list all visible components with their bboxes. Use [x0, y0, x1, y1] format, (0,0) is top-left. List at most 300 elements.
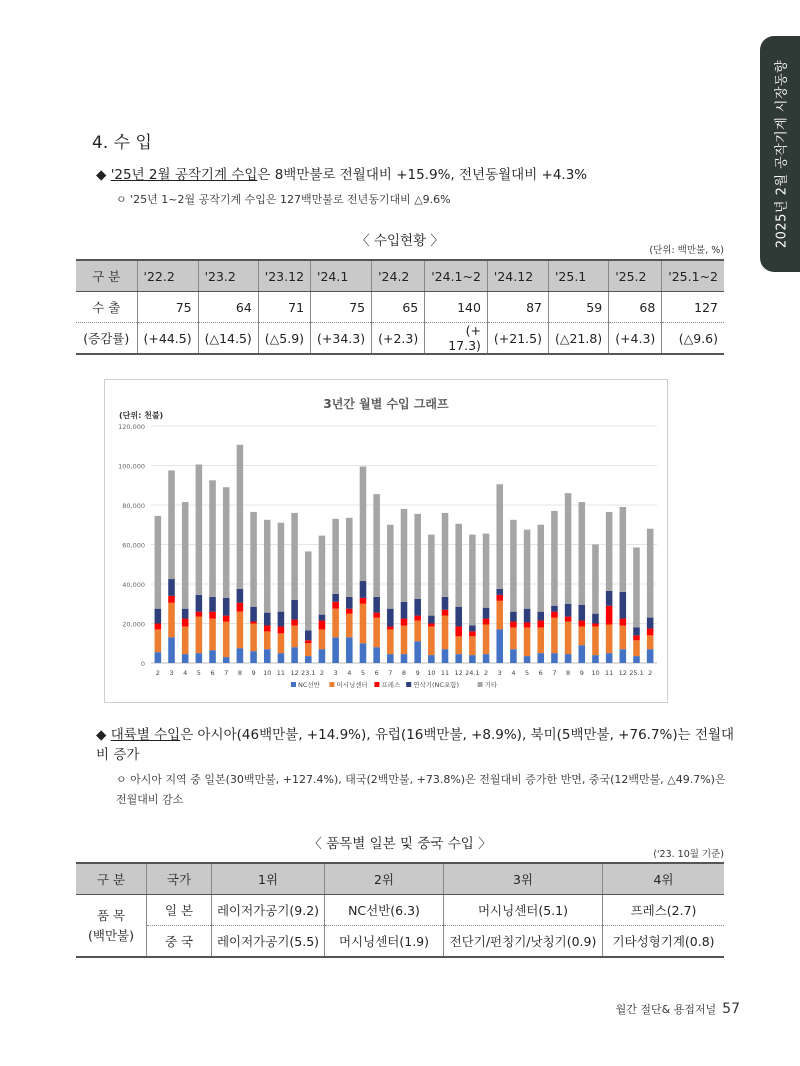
bar-segment: [250, 624, 257, 652]
header-cell: 4위: [603, 863, 725, 895]
bullet-2-rest: 은 아시아(46백만불, +14.9%), 유럽(16백만불, +8.9%), 북미(5백만불, +76.7%)는 전월대비 증가: [96, 727, 735, 763]
bar-segment: [537, 621, 544, 628]
bar-segment: [537, 612, 544, 621]
x-tick-label: 6: [210, 669, 215, 677]
header-cell: 1위: [212, 863, 325, 895]
chart-title: 3년간 월별 수입 그래프: [323, 397, 449, 411]
table-row: [76, 926, 724, 958]
bar-segment: [182, 654, 189, 663]
bar-segment: [278, 626, 285, 633]
bar-segment: [155, 516, 162, 609]
table-cell: 기타성형기계(0.8): [603, 926, 725, 958]
x-tick-label: 6: [538, 669, 543, 677]
bar-segment: [401, 619, 408, 626]
table-header-row: [76, 260, 724, 292]
bar-segment: [264, 625, 271, 631]
bar-segment: [155, 652, 162, 663]
bar-segment: [250, 512, 257, 607]
bar-segment: [606, 591, 613, 606]
x-tick-label: 7: [388, 669, 393, 677]
table-cell: (+34.3): [311, 323, 372, 355]
legend-swatch: [291, 682, 296, 687]
chart-unit-label: (단위: 천불): [119, 411, 164, 420]
header-cell: '24.12: [487, 260, 548, 292]
bar-segment: [442, 597, 449, 610]
table-cell: 75: [137, 292, 198, 323]
table-1-unit: (단위: 백만불, %): [649, 245, 724, 256]
bar-segment: [237, 612, 244, 649]
bar-segment: [332, 637, 339, 663]
bar-segment: [551, 511, 558, 606]
table-2-unit: ('23. 10월 기준): [653, 849, 724, 860]
bar-segment: [196, 617, 203, 654]
country-cell: 중 국: [147, 926, 212, 958]
country-cell: 일 본: [147, 895, 212, 926]
bar-segment: [606, 624, 613, 653]
bar-segment: [537, 653, 544, 663]
bar-segment: [182, 609, 189, 619]
bar-segment: [496, 484, 503, 589]
bar-segment: [387, 609, 394, 627]
bar-segment: [250, 607, 257, 622]
bar-segment: [387, 525, 394, 609]
bar-segment: [579, 645, 586, 663]
y-tick-label: 0: [140, 660, 145, 668]
bar-segment: [524, 656, 531, 663]
bar-segment: [620, 592, 627, 619]
table-cell: (△9.6): [662, 323, 724, 355]
header-cell: '24.1~2: [425, 260, 488, 292]
bar-segment: [319, 649, 326, 663]
legend-label: NC선반: [298, 681, 320, 689]
bar-segment: [291, 513, 298, 600]
x-tick-label: 2: [155, 669, 160, 677]
section-title: 4. 수 입: [92, 133, 152, 153]
category-sub-label: (백만불): [88, 927, 134, 943]
table-cell: 머시닝센터(5.1): [444, 895, 603, 926]
table-cell: (+4.3): [609, 323, 662, 355]
bar-segment: [414, 599, 421, 616]
bar-segment: [510, 520, 517, 612]
bar-segment: [155, 629, 162, 652]
table-cell: NC선반(6.3): [325, 895, 444, 926]
bar-segment: [496, 589, 503, 595]
bar-segment: [510, 649, 517, 663]
bar-segment: [442, 513, 449, 597]
bar-segment: [579, 605, 586, 621]
bar-segment: [565, 604, 572, 617]
bar-segment: [537, 627, 544, 653]
x-tick-label: 12: [618, 669, 627, 677]
bar-segment: [524, 609, 531, 623]
legend-swatch: [329, 682, 334, 687]
bar-segment: [182, 502, 189, 609]
x-tick-label: 3: [333, 669, 338, 677]
legend-swatch: [374, 682, 379, 687]
bar-segment: [373, 647, 380, 663]
table-cell: (+44.5): [137, 323, 198, 355]
bar-segment: [496, 629, 503, 663]
bar-segment: [209, 650, 216, 663]
table-1-title: 〈 수입현황 〉: [356, 233, 444, 249]
bar-segment: [483, 624, 490, 654]
bar-segment: [291, 647, 298, 663]
bar-segment: [360, 643, 367, 663]
bar-segment: [209, 612, 216, 619]
bar-segment: [223, 487, 230, 598]
table-cell: 프레스(2.7): [603, 895, 725, 926]
bar-segment: [237, 589, 244, 603]
table-cell: (△21.8): [548, 323, 608, 355]
bar-segment: [264, 649, 271, 663]
legend-label: 프레스: [381, 681, 401, 689]
bar-segment: [401, 602, 408, 619]
bullet-1: [96, 163, 587, 183]
table-cell: (+ 17.3): [425, 323, 488, 355]
legend-label: 머시닝센터: [336, 681, 368, 689]
bar-segment: [428, 535, 435, 616]
table-cell: 머시닝센터(1.9): [325, 926, 444, 958]
x-tick-label: 23.1: [301, 669, 316, 677]
bar-segment: [360, 466, 367, 581]
table-cell: 전단기/펀칭기/낫칭기(0.9): [444, 926, 603, 958]
bar-segment: [223, 657, 230, 663]
bar-segment: [196, 595, 203, 612]
header-cell: '24.1: [311, 260, 372, 292]
bar-segment: [237, 603, 244, 612]
bar-segment: [483, 619, 490, 625]
side-tab-label: 2025년 2월 공작기계 시장동향: [774, 59, 790, 249]
bar-segment: [551, 612, 558, 618]
table-cell: 65: [372, 292, 425, 323]
x-tick-label: 7: [224, 669, 229, 677]
bar-segment: [291, 620, 298, 626]
sub-point-1: ㅇ '25년 1~2월 공작기계 수입은 127백만불로 전년동기대비 △9.6%: [116, 193, 451, 206]
journal-name: 월간 절단& 용접저널: [615, 1003, 717, 1016]
bar-segment: [387, 654, 394, 663]
bar-segment: [319, 629, 326, 649]
table-cell: 59: [548, 292, 608, 323]
bar-segment: [483, 534, 490, 608]
header-cell: 국가: [147, 863, 212, 895]
bar-segment: [592, 545, 599, 614]
bar-segment: [237, 445, 244, 589]
bar-segment: [346, 518, 353, 597]
bar-segment: [469, 636, 476, 655]
bar-segment: [332, 594, 339, 602]
x-tick-label: 10: [591, 669, 600, 677]
bar-segment: [209, 619, 216, 651]
bar-segment: [332, 602, 339, 609]
x-tick-label: 11: [604, 669, 614, 677]
bar-segment: [633, 627, 640, 635]
bar-segment: [223, 616, 230, 622]
bar-segment: [196, 612, 203, 617]
bar-segment: [401, 509, 408, 602]
bar-segment: [524, 623, 531, 628]
bar-segment: [592, 624, 599, 627]
bar-segment: [387, 626, 394, 629]
table-cell: (+21.5): [487, 323, 548, 355]
header-cell: '24.2: [372, 260, 425, 292]
bar-segment: [647, 635, 654, 649]
bar-segment: [196, 653, 203, 663]
bar-segment: [592, 655, 599, 663]
table-cell: (△5.9): [258, 323, 310, 355]
bar-segment: [237, 648, 244, 663]
bar-segment: [223, 598, 230, 616]
bar-segment: [373, 618, 380, 648]
table-cell: 127: [662, 292, 724, 323]
x-tick-label: 3: [497, 669, 502, 677]
x-tick-label: 5: [525, 669, 530, 677]
bar-segment: [414, 616, 421, 621]
bar-segment: [414, 514, 421, 599]
bar-segment: [168, 603, 175, 638]
x-tick-label: 8: [237, 669, 242, 677]
item-import-table: [76, 862, 724, 958]
bar-segment: [606, 512, 613, 591]
bar-segment: [565, 622, 572, 655]
bar-segment: [579, 502, 586, 605]
y-tick-label: 40,000: [122, 581, 145, 589]
bar-segment: [346, 614, 353, 638]
bar-segment: [305, 656, 312, 663]
bar-segment: [455, 654, 462, 663]
bar-segment: [455, 524, 462, 607]
table-row: [76, 895, 724, 926]
header-cell: 구 분: [76, 260, 137, 292]
table-cell: 87: [487, 292, 548, 323]
bar-segment: [496, 595, 503, 601]
x-tick-label: 10: [427, 669, 436, 677]
bar-segment: [469, 631, 476, 636]
x-tick-label: 2: [648, 669, 653, 677]
diamond-bullet-icon: ◆: [96, 167, 111, 183]
legend-label: 기타: [484, 681, 498, 689]
header-cell: 3위: [444, 863, 603, 895]
bar-segment: [168, 637, 175, 663]
bar-segment: [346, 609, 353, 614]
bar-segment: [373, 613, 380, 618]
bar-segment: [196, 465, 203, 595]
bar-segment: [168, 470, 175, 579]
bullet-1-rest: 은 8백만불로 전월대비 +15.9%, 전년동월대비 +4.3%: [257, 167, 588, 183]
bar-segment: [223, 622, 230, 658]
legend-label: 연삭기(NC포함): [413, 681, 460, 689]
x-tick-label: 12: [290, 669, 299, 677]
bar-segment: [168, 596, 175, 603]
bar-segment: [483, 654, 490, 663]
bar-segment: [455, 626, 462, 636]
bar-segment: [592, 614, 599, 624]
bar-segment: [510, 612, 517, 622]
bar-segment: [373, 597, 380, 613]
bar-segment: [360, 598, 367, 604]
x-tick-label: 9: [251, 669, 256, 677]
table-cell: 레이저가공기(9.2): [212, 895, 325, 926]
y-tick-label: 120,000: [118, 423, 145, 431]
y-tick-label: 20,000: [122, 620, 145, 629]
legend-swatch: [478, 682, 483, 687]
bar-segment: [579, 626, 586, 645]
bar-segment: [360, 604, 367, 644]
bar-segment: [319, 615, 326, 621]
header-cell: 2위: [325, 863, 444, 895]
table-cell: 71: [258, 292, 310, 323]
header-cell: '23.12: [258, 260, 310, 292]
bar-segment: [647, 628, 654, 635]
bar-segment: [414, 621, 421, 642]
bullet-2: [96, 725, 736, 765]
bar-segment: [455, 607, 462, 627]
bar-segment: [620, 649, 627, 663]
chart-svg: [105, 380, 667, 702]
bar-segment: [155, 624, 162, 630]
bar-segment: [278, 633, 285, 653]
bar-segment: [346, 597, 353, 609]
category-label: 품 목: [96, 907, 126, 923]
bar-segment: [401, 654, 408, 663]
bar-segment: [647, 618, 654, 629]
bar-segment: [278, 612, 285, 627]
table-cell: (+2.3): [372, 323, 425, 355]
bar-segment: [551, 618, 558, 654]
bullet-1-underlined: '25년 2월 공작기계 수입: [110, 167, 258, 183]
x-tick-label: 4: [183, 669, 188, 677]
bar-segment: [633, 640, 640, 656]
table-header-row: [76, 863, 724, 895]
import-chart: [104, 379, 668, 703]
bar-segment: [428, 624, 435, 627]
bar-segment: [469, 535, 476, 626]
x-tick-label: 4: [347, 669, 352, 677]
bar-segment: [414, 641, 421, 663]
table-cell: (△14.5): [198, 323, 258, 355]
table-row: [76, 292, 724, 323]
bullet-2-underlined: 대륙별 수입: [110, 727, 181, 743]
bar-segment: [537, 525, 544, 612]
page-number: 57: [722, 1001, 740, 1017]
import-status-table: [76, 259, 724, 355]
table-cell: (증감률): [76, 323, 137, 355]
bar-segment: [332, 519, 339, 594]
header-cell: '25.1~2: [662, 260, 724, 292]
bar-segment: [620, 619, 627, 626]
x-tick-label: 2: [319, 669, 325, 677]
bar-segment: [182, 626, 189, 654]
bar-segment: [620, 625, 627, 649]
y-tick-label: 60,000: [122, 541, 145, 550]
x-tick-label: 25.1: [629, 669, 644, 677]
bar-segment: [606, 653, 613, 663]
bar-segment: [442, 616, 449, 650]
bar-segment: [606, 606, 613, 625]
x-tick-label: 10: [263, 669, 272, 677]
bar-segment: [332, 609, 339, 638]
bar-segment: [524, 530, 531, 609]
sub-point-2: ㅇ 아시아 지역 중 일본(30백만불, +127.4%), 태국(2백만불, +73.8%)은 전월대비 증가한 반면, 중국(12백만불, △49.7%)은 전월대비 감소: [116, 773, 726, 806]
x-tick-label: 12: [454, 669, 463, 677]
x-tick-label: 6: [374, 669, 379, 677]
bar-segment: [496, 601, 503, 630]
diamond-bullet-icon: ◆: [96, 727, 111, 743]
bar-segment: [346, 637, 353, 663]
x-tick-label: 4: [511, 669, 516, 677]
bar-segment: [182, 619, 189, 627]
x-tick-label: 11: [276, 669, 286, 677]
x-tick-label: 8: [566, 669, 571, 677]
x-tick-label: 24.1: [465, 669, 480, 677]
bar-segment: [305, 640, 312, 643]
table-row: [76, 323, 724, 355]
bar-segment: [291, 625, 298, 647]
x-tick-label: 9: [579, 669, 584, 677]
y-tick-label: 100,000: [118, 462, 145, 471]
bar-segment: [278, 523, 285, 612]
bar-segment: [155, 609, 162, 624]
x-tick-label: 3: [169, 669, 174, 677]
bar-segment: [291, 600, 298, 620]
bar-segment: [264, 520, 271, 613]
bar-segment: [373, 494, 380, 597]
x-tick-label: 7: [552, 669, 557, 677]
bar-segment: [455, 636, 462, 654]
bar-segment: [428, 626, 435, 655]
bar-segment: [305, 551, 312, 630]
bar-segment: [264, 631, 271, 649]
bar-segment: [647, 649, 654, 663]
header-cell: '25.1: [548, 260, 608, 292]
bar-segment: [510, 627, 517, 649]
x-tick-label: 2: [483, 669, 489, 677]
bar-segment: [469, 655, 476, 663]
bar-segment: [428, 616, 435, 624]
bar-segment: [305, 643, 312, 656]
legend-swatch: [406, 682, 411, 687]
bar-segment: [565, 654, 572, 663]
bar-segment: [264, 613, 271, 626]
bar-segment: [483, 608, 490, 619]
bar-segment: [592, 626, 599, 655]
y-tick-label: 80,000: [122, 502, 145, 510]
x-tick-label: 11: [440, 669, 450, 677]
header-cell: '25.2: [609, 260, 662, 292]
bar-segment: [633, 547, 640, 627]
x-tick-label: 5: [196, 669, 201, 677]
bar-segment: [428, 655, 435, 663]
header-cell: 구 분: [76, 863, 147, 895]
bar-segment: [469, 625, 476, 631]
bar-segment: [620, 507, 627, 592]
x-tick-label: 9: [415, 669, 420, 677]
header-cell: '23.2: [198, 260, 258, 292]
bar-segment: [319, 621, 326, 630]
bar-segment: [250, 651, 257, 663]
table-2-title: 〈 품목별 일본 및 중국 수입 〉: [308, 836, 492, 852]
bar-segment: [209, 480, 216, 597]
bar-segment: [551, 606, 558, 612]
bar-segment: [209, 597, 216, 612]
bar-segment: [278, 653, 285, 663]
bar-segment: [387, 629, 394, 654]
bar-segment: [401, 625, 408, 654]
bar-segment: [360, 581, 367, 598]
bar-segment: [319, 536, 326, 615]
table-cell: 75: [311, 292, 372, 323]
x-tick-label: 8: [401, 669, 407, 677]
table-cell: 수 출: [76, 292, 137, 323]
